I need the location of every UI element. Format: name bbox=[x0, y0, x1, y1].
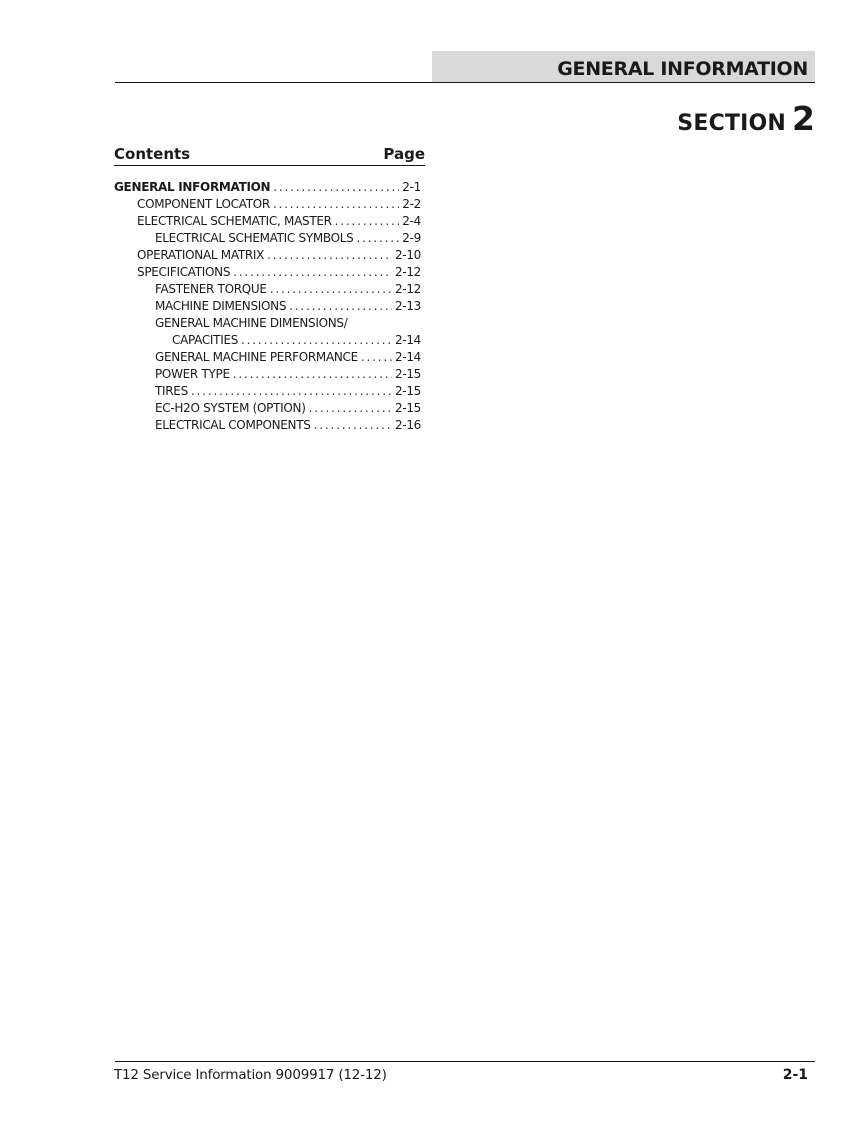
toc-entry-title: FASTENER TORQUE bbox=[155, 282, 267, 296]
toc-entry-title: SPECIFICATIONS bbox=[137, 265, 231, 279]
toc-leader-dots bbox=[191, 384, 392, 398]
toc-leader-dots bbox=[357, 231, 400, 245]
toc-leader-dots bbox=[335, 214, 400, 228]
toc-entry[interactable] bbox=[114, 180, 425, 197]
toc-entry[interactable] bbox=[114, 265, 425, 282]
toc-leader-dots bbox=[361, 350, 392, 364]
toc-entry[interactable] bbox=[114, 197, 425, 214]
section-heading bbox=[677, 99, 815, 138]
toc-leader-dots bbox=[273, 180, 399, 194]
toc-entry-page: 2-15 bbox=[394, 367, 421, 381]
table-of-contents bbox=[114, 145, 425, 435]
toc-entry-page: 2-14 bbox=[394, 333, 421, 347]
header-rule bbox=[115, 82, 815, 83]
toc-leader-dots bbox=[241, 333, 392, 347]
toc-leader-dots bbox=[289, 299, 392, 313]
toc-entry-title: GENERAL MACHINE PERFORMANCE bbox=[155, 350, 358, 364]
toc-entry-title: MACHINE DIMENSIONS bbox=[155, 299, 287, 313]
toc-entry-title: GENERAL MACHINE DIMENSIONS/ bbox=[155, 316, 348, 330]
footer-page-number: 2-1 bbox=[782, 1067, 808, 1083]
toc-entry-page: 2-13 bbox=[394, 299, 421, 313]
toc-entry-title: EC-H2O SYSTEM (OPTION) bbox=[155, 401, 306, 415]
toc-leader-dots bbox=[233, 265, 392, 279]
toc-entry[interactable] bbox=[114, 299, 425, 316]
toc-entry[interactable] bbox=[114, 384, 425, 401]
toc-entry[interactable] bbox=[114, 333, 425, 350]
toc-leader-dots bbox=[270, 282, 392, 296]
footer-rule bbox=[115, 1061, 815, 1062]
toc-entry-title: GENERAL INFORMATION bbox=[114, 180, 271, 194]
toc-entry-page: 2-14 bbox=[394, 350, 421, 364]
toc-entry-page: 2-9 bbox=[402, 231, 421, 245]
toc-entry-page: 2-12 bbox=[394, 265, 421, 279]
toc-entry[interactable] bbox=[114, 418, 425, 435]
toc-entry-title: ELECTRICAL SCHEMATIC SYMBOLS bbox=[155, 231, 354, 245]
toc-leader-dots bbox=[233, 367, 392, 381]
toc-entry-title: TIRES bbox=[155, 384, 188, 398]
footer-doc-info: T12 Service Information 9009917 (12-12) bbox=[114, 1067, 387, 1083]
toc-entry-title: ELECTRICAL SCHEMATIC, MASTER bbox=[137, 214, 332, 228]
toc-list bbox=[114, 180, 425, 435]
toc-entry-page: 2-4 bbox=[402, 214, 421, 228]
toc-entry-page: 2-1 bbox=[402, 180, 421, 194]
chapter-title: GENERAL INFORMATION bbox=[557, 58, 808, 80]
toc-entry-title: ELECTRICAL COMPONENTS bbox=[155, 418, 311, 432]
toc-entry-page: 2-2 bbox=[402, 197, 421, 211]
toc-leader-dots bbox=[267, 248, 392, 262]
toc-entry[interactable] bbox=[114, 282, 425, 299]
toc-entry[interactable] bbox=[114, 231, 425, 248]
contents-label: Contents bbox=[114, 145, 191, 163]
toc-entry[interactable] bbox=[114, 316, 425, 333]
toc-entry[interactable] bbox=[114, 248, 425, 265]
toc-entry[interactable] bbox=[114, 214, 425, 231]
section-word: SECTION bbox=[677, 111, 787, 136]
toc-entry[interactable] bbox=[114, 367, 425, 384]
toc-leader-dots bbox=[309, 401, 392, 415]
toc-leader-dots bbox=[273, 197, 399, 211]
toc-entry-title: CAPACITIES bbox=[172, 333, 239, 347]
toc-entry-title: COMPONENT LOCATOR bbox=[137, 197, 270, 211]
toc-entry-page: 2-12 bbox=[394, 282, 421, 296]
section-number: 2 bbox=[792, 99, 815, 138]
toc-entry-page: 2-15 bbox=[394, 384, 421, 398]
toc-header bbox=[114, 145, 425, 166]
toc-entry-page: 2-10 bbox=[394, 248, 421, 262]
toc-entry-title: OPERATIONAL MATRIX bbox=[137, 248, 265, 262]
toc-entry[interactable] bbox=[114, 350, 425, 367]
toc-entry-page: 2-16 bbox=[394, 418, 421, 432]
toc-entry[interactable] bbox=[114, 401, 425, 418]
toc-entry-page: 2-15 bbox=[394, 401, 421, 415]
page-label: Page bbox=[383, 145, 425, 163]
toc-leader-dots bbox=[314, 418, 392, 432]
toc-entry-title: POWER TYPE bbox=[155, 367, 230, 381]
